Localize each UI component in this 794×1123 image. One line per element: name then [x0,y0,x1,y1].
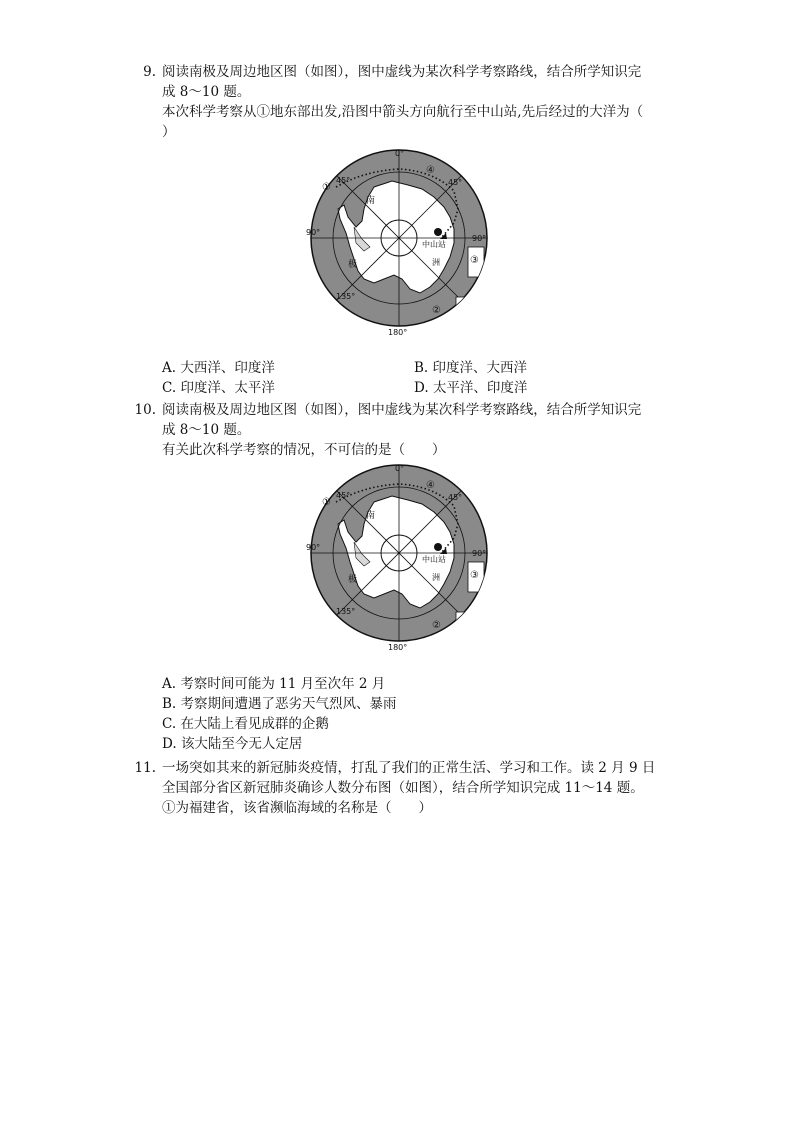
marker-3: ③ [470,570,479,581]
question-stem: 阅读南极及周边地区图（如图），图中虚线为某次科学考察路线，结合所学知识完 [162,64,642,80]
deg-180: 180° [388,328,408,337]
question-number: 11. [134,760,156,776]
question-10-options [138,674,668,754]
question-text-end: ） [162,124,176,140]
deg-0: 0° [395,464,405,473]
marker-1: ① [322,182,331,193]
question-stem: 阅读南极及周边地区图（如图），图中虚线为某次科学考察路线，结合所学知识完 [162,402,642,418]
deg-90w: 90° [306,543,321,552]
marker-2: ② [432,305,441,316]
question-stem: 成 8～10 题。 [162,84,251,100]
question-9 [138,62,668,142]
antarctica-map [304,462,494,660]
deg-45e: 45° [448,178,463,187]
deg-45w: 45° [336,491,351,500]
option-c[interactable]: C. 在大陆上看见成群的企鹅 [162,716,329,732]
label-zhongshan: 中山站 [422,555,446,564]
deg-135: 135° [336,607,356,616]
deg-180: 180° [388,643,408,652]
deg-45w: 45° [336,176,351,185]
deg-0: 0° [395,149,405,158]
option-a[interactable]: A. 考察时间可能为 11 月至次年 2 月 [162,676,386,692]
question-number: 10. [134,402,156,418]
label-ji: 极 [348,575,358,585]
option-d[interactable]: D. 太平洋、印度洋 [414,380,528,396]
question-stem: 成 8～10 题。 [162,422,251,438]
zhongshan-station [434,543,442,551]
marker-3: ③ [470,255,479,266]
marker-4: ④ [426,480,435,491]
marker-2: ② [432,620,441,631]
deg-90e: 90° [472,234,487,243]
deg-45e: 45° [448,493,463,502]
question-text: 本次科学考察从①地东部出发,沿图中箭头方向航行至中山站,先后经过的大洋为（ [162,104,644,120]
option-c[interactable]: C. 印度洋、太平洋 [162,380,275,396]
question-stem: 全国部分省区新冠肺炎确诊人数分布图（如图），结合所学知识完成 11～14 题。 [162,780,644,796]
zhongshan-station [434,228,442,236]
label-zhongshan: 中山站 [422,240,446,249]
option-d[interactable]: D. 该大陆至今无人定居 [162,736,303,752]
question-text: 有关此次科学考察的情况，不可信的是（ ） [162,442,446,458]
question-stem: 一场突如其来的新冠肺炎疫情，打乱了我们的正常生活、学习和工作。读 2 月 9 日 [162,760,656,776]
marker-4: ④ [426,165,435,176]
question-11 [134,758,668,818]
label-nan: 南 [366,196,376,206]
marker-1: ① [322,497,331,508]
deg-90e: 90° [472,549,487,558]
label-zhou: 洲 [432,258,440,267]
option-b[interactable]: B. 印度洋、大西洋 [414,360,528,376]
question-10 [134,400,668,460]
option-b[interactable]: B. 考察期间遭遇了恶劣天气烈风、暴雨 [162,696,397,712]
option-a[interactable]: A. 大西洋、印度洋 [162,360,275,376]
antarctica-map [304,147,494,345]
label-zhou: 洲 [432,573,440,582]
label-ji: 极 [348,260,358,270]
deg-135: 135° [336,292,356,301]
deg-90w: 90° [306,228,321,237]
question-number: 9. [143,64,156,80]
question-9-options [138,358,668,398]
question-text: ①为福建省，该省濒临海域的名称是（ ） [162,800,432,816]
label-nan: 南 [366,511,376,521]
